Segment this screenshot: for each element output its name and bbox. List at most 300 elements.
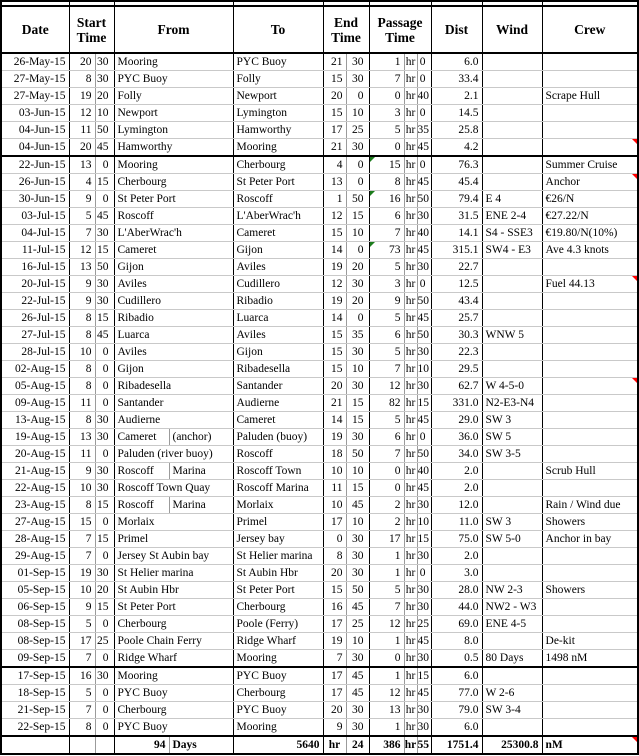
cell-to[interactable]: Newport (233, 88, 323, 105)
cell-passage-hours[interactable]: 1 (369, 548, 404, 565)
cell-wind[interactable] (482, 463, 542, 480)
cell-end-mm[interactable]: 50 (346, 191, 369, 208)
cell-from-detail[interactable]: Marina (169, 497, 233, 514)
cell-start-mm[interactable]: 0 (95, 446, 114, 463)
header-from[interactable]: From (114, 6, 233, 53)
cell-crew[interactable]: Scrape Hull (542, 88, 638, 105)
cell-crew[interactable] (542, 685, 638, 702)
cell-to[interactable]: Aviles (233, 327, 323, 344)
cell-wind[interactable] (482, 174, 542, 191)
cell-start-mm[interactable]: 45 (95, 208, 114, 225)
cell-passage-hours[interactable]: 6 (369, 429, 404, 446)
cell-start-mm[interactable]: 15 (95, 242, 114, 259)
cell-passage-hours[interactable]: 13 (369, 702, 404, 719)
cell-from[interactable]: PYC Buoy (114, 685, 233, 702)
cell-dist[interactable]: 331.0 (431, 395, 482, 412)
cell-end-hh[interactable]: 12 (323, 276, 346, 293)
header-to[interactable]: To (233, 6, 323, 53)
cell-dist[interactable]: 62.7 (431, 378, 482, 395)
cell-crew[interactable] (542, 139, 638, 157)
cell-crew[interactable]: Summer Cruise (542, 156, 638, 174)
cell-passage-hours[interactable]: 1 (369, 53, 404, 71)
cell-wind[interactable] (482, 122, 542, 139)
cell-dist[interactable]: 11.0 (431, 514, 482, 531)
cell-passage-hours[interactable]: 3 (369, 276, 404, 293)
cell-start-mm[interactable]: 0 (95, 514, 114, 531)
cell-dist[interactable]: 44.0 (431, 599, 482, 616)
cell-start-mm[interactable]: 25 (95, 633, 114, 650)
cell-end-hh[interactable]: 17 (323, 514, 346, 531)
cell-end-hh[interactable]: 8 (323, 548, 346, 565)
cell-wind[interactable] (482, 105, 542, 122)
cell-passage-hr-label[interactable]: hr (404, 105, 417, 122)
cell-from[interactable]: Hamworthy (114, 139, 233, 157)
cell-start-hh[interactable]: 5 (69, 685, 95, 702)
cell-wind[interactable] (482, 310, 542, 327)
totals-total-dist-cell[interactable]: 25300.8 (482, 736, 542, 754)
cell-crew[interactable] (542, 293, 638, 310)
cell-passage-min[interactable]: 30 (417, 497, 431, 514)
cell-passage-hours[interactable]: 2 (369, 514, 404, 531)
cell-dist[interactable]: 69.0 (431, 616, 482, 633)
cell-start-mm[interactable]: 0 (95, 361, 114, 378)
cell-wind[interactable]: SW 5-0 (482, 531, 542, 548)
cell-crew[interactable]: Anchor in bay (542, 531, 638, 548)
cell-crew[interactable] (542, 599, 638, 616)
cell-start-hh[interactable]: 9 (69, 463, 95, 480)
cell-crew[interactable]: 1498 nM (542, 650, 638, 668)
cell-from[interactable]: Poole Chain Ferry (114, 633, 233, 650)
cell-passage-hr-label[interactable]: hr (404, 88, 417, 105)
cell-to[interactable]: Aviles (233, 259, 323, 276)
header-dist[interactable]: Dist (431, 6, 482, 53)
cell-dist[interactable]: 36.0 (431, 429, 482, 446)
cell-start-hh[interactable]: 8 (69, 71, 95, 88)
cell-wind[interactable]: NW 2-3 (482, 582, 542, 599)
cell-end-hh[interactable]: 17 (323, 667, 346, 685)
cell-passage-min[interactable]: 40 (417, 225, 431, 242)
cell-from[interactable]: Mooring (114, 667, 233, 685)
cell-crew[interactable] (542, 395, 638, 412)
cell-passage-min[interactable]: 30 (417, 208, 431, 225)
cell-to[interactable]: St Peter Port (233, 174, 323, 191)
cell-dist[interactable]: 29.0 (431, 412, 482, 429)
cell-crew[interactable] (542, 378, 638, 395)
cell-start-mm[interactable]: 15 (95, 599, 114, 616)
cell-end-mm[interactable]: 0 (346, 242, 369, 259)
header-start-time[interactable]: Start Time (69, 6, 114, 53)
cell-start-hh[interactable]: 8 (69, 378, 95, 395)
cell-crew[interactable] (542, 565, 638, 582)
cell-wind[interactable] (482, 565, 542, 582)
cell-passage-hours[interactable]: 0 (369, 88, 404, 105)
cell-passage-min[interactable]: 50 (417, 191, 431, 208)
cell-end-mm[interactable]: 45 (346, 667, 369, 685)
cell-date[interactable]: 26-May-15 (1, 53, 69, 71)
cell-passage-min[interactable]: 0 (417, 53, 431, 71)
cell-from[interactable]: Luarca (114, 327, 233, 344)
cell-passage-hr-label[interactable]: hr (404, 208, 417, 225)
cell-end-mm[interactable]: 25 (346, 616, 369, 633)
cell-end-hh[interactable]: 13 (323, 174, 346, 191)
cell-date[interactable]: 27-May-15 (1, 88, 69, 105)
cell-passage-min[interactable]: 50 (417, 327, 431, 344)
cell-date[interactable]: 28-Jul-15 (1, 344, 69, 361)
cell-crew[interactable] (542, 702, 638, 719)
cell-start-hh[interactable]: 4 (69, 174, 95, 191)
cell-end-hh[interactable]: 11 (323, 480, 346, 497)
cell-to[interactable]: Cherbourg (233, 599, 323, 616)
cell-from[interactable]: Santander (114, 395, 233, 412)
cell-start-hh[interactable]: 13 (69, 429, 95, 446)
cell-dist[interactable]: 2.0 (431, 548, 482, 565)
cell-passage-hours[interactable]: 5 (369, 259, 404, 276)
cell-start-hh[interactable]: 8 (69, 412, 95, 429)
cell-dist[interactable]: 34.0 (431, 446, 482, 463)
cell-passage-hr-label[interactable]: hr (404, 429, 417, 446)
cell-passage-hr-label[interactable]: hr (404, 616, 417, 633)
cell-start-mm[interactable]: 30 (95, 565, 114, 582)
cell-passage-hours[interactable]: 7 (369, 225, 404, 242)
cell-passage-hr-label[interactable]: hr (404, 633, 417, 650)
cell-passage-hr-label[interactable]: hr (404, 446, 417, 463)
cell-start-hh[interactable]: 9 (69, 191, 95, 208)
cell-passage-hours[interactable]: 7 (369, 599, 404, 616)
cell-start-mm[interactable]: 30 (95, 429, 114, 446)
cell-dist[interactable]: 3.0 (431, 565, 482, 582)
cell-to[interactable]: Paluden (buoy) (233, 429, 323, 446)
cell-passage-min[interactable]: 10 (417, 514, 431, 531)
cell-end-hh[interactable]: 20 (323, 88, 346, 105)
cell-dist[interactable]: 79.4 (431, 191, 482, 208)
cell-wind[interactable]: W 2-6 (482, 685, 542, 702)
cell-wind[interactable] (482, 548, 542, 565)
cell-crew[interactable] (542, 53, 638, 71)
cell-start-mm[interactable]: 45 (95, 327, 114, 344)
cell-start-hh[interactable]: 9 (69, 293, 95, 310)
cell-end-hh[interactable]: 20 (323, 378, 346, 395)
cell-passage-hours[interactable]: 7 (369, 361, 404, 378)
cell-date[interactable]: 09-Aug-15 (1, 395, 69, 412)
totals-passage-hours-cell[interactable]: 386 (369, 736, 404, 754)
cell-passage-hours[interactable]: 2 (369, 497, 404, 514)
cell-passage-hours[interactable]: 7 (369, 446, 404, 463)
cell-date[interactable]: 23-Aug-15 (1, 497, 69, 514)
cell-from[interactable]: Roscoff (114, 208, 233, 225)
cell-end-hh[interactable]: 19 (323, 259, 346, 276)
cell-end-mm[interactable]: 0 (346, 88, 369, 105)
cell-start-mm[interactable]: 0 (95, 191, 114, 208)
cell-to[interactable]: Roscoff (233, 446, 323, 463)
cell-date[interactable]: 30-Jun-15 (1, 191, 69, 208)
cell-date[interactable]: 20-Aug-15 (1, 446, 69, 463)
cell-end-hh[interactable]: 9 (323, 719, 346, 737)
cell-dist[interactable]: 0.5 (431, 650, 482, 668)
cell-start-hh[interactable]: 11 (69, 446, 95, 463)
cell-wind[interactable]: N2-E3-N4 (482, 395, 542, 412)
cell-start-mm[interactable]: 30 (95, 53, 114, 71)
cell-passage-hr-label[interactable]: hr (404, 139, 417, 157)
cell-passage-hours[interactable]: 5 (369, 582, 404, 599)
cell-date[interactable]: 21-Aug-15 (1, 463, 69, 480)
cell-passage-hr-label[interactable]: hr (404, 71, 417, 88)
cell-crew[interactable] (542, 446, 638, 463)
cell-to[interactable]: Cherbourg (233, 685, 323, 702)
cell-end-hh[interactable]: 15 (323, 71, 346, 88)
cell-passage-hr-label[interactable]: hr (404, 395, 417, 412)
cell-passage-hours[interactable]: 16 (369, 191, 404, 208)
cell-passage-hours[interactable]: 12 (369, 378, 404, 395)
cell-passage-hours[interactable]: 17 (369, 531, 404, 548)
cell-end-mm[interactable]: 30 (346, 429, 369, 446)
cell-dist[interactable]: 6.0 (431, 53, 482, 71)
cell-wind[interactable]: SW 3 (482, 412, 542, 429)
cell-wind[interactable]: SW4 - E3 (482, 242, 542, 259)
cell-wind[interactable] (482, 53, 542, 71)
cell-passage-min[interactable]: 30 (417, 719, 431, 737)
cell-passage-hr-label[interactable]: hr (404, 514, 417, 531)
totals-passage-min-cell[interactable]: 55 (417, 736, 431, 754)
cell-dist[interactable]: 31.5 (431, 208, 482, 225)
cell-end-hh[interactable]: 14 (323, 412, 346, 429)
cell-from-detail[interactable]: (anchor) (169, 429, 233, 446)
totals-days-label-cell[interactable]: Days (169, 736, 233, 754)
cell-dist[interactable]: 43.4 (431, 293, 482, 310)
cell-start-hh[interactable]: 8 (69, 310, 95, 327)
cell-end-mm[interactable]: 20 (346, 259, 369, 276)
cell-end-hh[interactable]: 20 (323, 702, 346, 719)
cell-start-mm[interactable]: 0 (95, 548, 114, 565)
cell-crew[interactable] (542, 361, 638, 378)
cell-date[interactable]: 03-Jul-15 (1, 208, 69, 225)
cell-to[interactable]: Cameret (233, 225, 323, 242)
cell-start-hh[interactable]: 5 (69, 616, 95, 633)
cell-passage-min[interactable]: 0 (417, 71, 431, 88)
cell-dist[interactable]: 45.4 (431, 174, 482, 191)
cell-start-mm[interactable]: 30 (95, 71, 114, 88)
cell-to[interactable]: Luarca (233, 310, 323, 327)
cell-to[interactable]: St Peter Port (233, 582, 323, 599)
cell-start-hh[interactable]: 19 (69, 565, 95, 582)
cell-start-hh[interactable]: 11 (69, 395, 95, 412)
cell-dist[interactable]: 6.0 (431, 719, 482, 737)
cell-passage-hours[interactable]: 15 (369, 156, 404, 174)
cell-to[interactable]: Lymington (233, 105, 323, 122)
cell-from[interactable]: Cameret (114, 242, 233, 259)
cell-to[interactable]: Ridge Wharf (233, 633, 323, 650)
cell-end-hh[interactable]: 19 (323, 633, 346, 650)
cell-from[interactable]: L'AberWrac'h (114, 225, 233, 242)
cell-date[interactable]: 01-Sep-15 (1, 565, 69, 582)
cell-dist[interactable]: 33.4 (431, 71, 482, 88)
cell-crew[interactable] (542, 616, 638, 633)
cell-passage-min[interactable]: 45 (417, 412, 431, 429)
cell-start-mm[interactable]: 15 (95, 174, 114, 191)
cell-to[interactable]: Audierne (233, 395, 323, 412)
cell-crew[interactable]: Scrub Hull (542, 463, 638, 480)
cell-to[interactable]: Ribadio (233, 293, 323, 310)
cell-crew[interactable]: Fuel 44.13 (542, 276, 638, 293)
cell-end-hh[interactable]: 7 (323, 650, 346, 668)
cell-from[interactable]: St Peter Port (114, 191, 233, 208)
header-wind[interactable]: Wind (482, 6, 542, 53)
cell-end-mm[interactable]: 15 (346, 208, 369, 225)
cell-from[interactable]: St Peter Port (114, 599, 233, 616)
cell-to[interactable]: Cherbourg (233, 156, 323, 174)
cell-end-hh[interactable]: 17 (323, 685, 346, 702)
cell-date[interactable]: 11-Jul-15 (1, 242, 69, 259)
cell-wind[interactable]: E 4 (482, 191, 542, 208)
cell-dist[interactable]: 22.3 (431, 344, 482, 361)
cell-start-hh[interactable]: 7 (69, 548, 95, 565)
cell-to[interactable]: Cameret (233, 412, 323, 429)
cell-wind[interactable] (482, 480, 542, 497)
cell-start-mm[interactable]: 0 (95, 156, 114, 174)
cell-passage-hours[interactable]: 3 (369, 105, 404, 122)
cell-passage-hours[interactable]: 8 (369, 174, 404, 191)
cell-end-mm[interactable]: 50 (346, 446, 369, 463)
cell-start-mm[interactable]: 30 (95, 480, 114, 497)
header-end-time[interactable]: End Time (323, 6, 369, 53)
cell-wind[interactable]: W 4-5-0 (482, 378, 542, 395)
totals-hours-cell[interactable]: 5640 (233, 736, 323, 754)
cell-start-hh[interactable]: 9 (69, 276, 95, 293)
cell-from[interactable]: Roscoff (114, 497, 169, 514)
cell-passage-min[interactable]: 10 (417, 361, 431, 378)
totals-date-cell[interactable] (1, 736, 69, 754)
cell-start-hh[interactable]: 8 (69, 361, 95, 378)
cell-from[interactable]: Gijon (114, 361, 233, 378)
cell-wind[interactable] (482, 71, 542, 88)
cell-start-hh[interactable]: 20 (69, 139, 95, 157)
cell-start-hh[interactable]: 12 (69, 105, 95, 122)
cell-wind[interactable]: 80 Days (482, 650, 542, 668)
cell-dist[interactable]: 8.0 (431, 633, 482, 650)
cell-start-mm[interactable]: 0 (95, 378, 114, 395)
header-date[interactable]: Date (1, 6, 69, 53)
cell-wind[interactable]: WNW 5 (482, 327, 542, 344)
cell-crew[interactable] (542, 429, 638, 446)
cell-passage-hours[interactable]: 1 (369, 565, 404, 582)
cell-from[interactable]: PYC Buoy (114, 71, 233, 88)
cell-passage-hours[interactable]: 6 (369, 208, 404, 225)
cell-end-mm[interactable]: 15 (346, 412, 369, 429)
cell-end-mm[interactable]: 50 (346, 582, 369, 599)
cell-crew[interactable]: €19.80/N(10%) (542, 225, 638, 242)
cell-dist[interactable]: 2.0 (431, 463, 482, 480)
cell-passage-hr-label[interactable]: hr (404, 310, 417, 327)
cell-end-mm[interactable]: 0 (346, 174, 369, 191)
cell-end-hh[interactable]: 15 (323, 105, 346, 122)
cell-from[interactable]: Cherbourg (114, 174, 233, 191)
cell-end-mm[interactable]: 15 (346, 480, 369, 497)
cell-end-mm[interactable]: 35 (346, 327, 369, 344)
cell-end-hh[interactable]: 10 (323, 497, 346, 514)
cell-dist[interactable]: 6.0 (431, 667, 482, 685)
cell-wind[interactable] (482, 719, 542, 737)
cell-dist[interactable]: 79.0 (431, 702, 482, 719)
cell-crew[interactable] (542, 327, 638, 344)
cell-passage-hours[interactable]: 6 (369, 327, 404, 344)
cell-date[interactable]: 27-Jul-15 (1, 327, 69, 344)
cell-passage-hours[interactable]: 82 (369, 395, 404, 412)
cell-passage-min[interactable]: 30 (417, 259, 431, 276)
cell-date[interactable]: 26-Jun-15 (1, 174, 69, 191)
cell-start-mm[interactable]: 20 (95, 582, 114, 599)
cell-passage-min[interactable]: 40 (417, 463, 431, 480)
cell-end-mm[interactable]: 10 (346, 105, 369, 122)
cell-end-hh[interactable]: 19 (323, 429, 346, 446)
cell-crew[interactable] (542, 344, 638, 361)
cell-passage-min[interactable]: 45 (417, 139, 431, 157)
cell-passage-hr-label[interactable]: hr (404, 685, 417, 702)
cell-passage-min[interactable]: 15 (417, 395, 431, 412)
cell-from[interactable]: Ribadesella (114, 378, 233, 395)
cell-date[interactable]: 06-Sep-15 (1, 599, 69, 616)
cell-to[interactable]: Roscoff Marina (233, 480, 323, 497)
cell-start-mm[interactable]: 0 (95, 616, 114, 633)
cell-to[interactable]: St Aubin Hbr (233, 565, 323, 582)
cell-passage-hr-label[interactable]: hr (404, 565, 417, 582)
cell-start-hh[interactable]: 8 (69, 719, 95, 737)
cell-to[interactable]: Mooring (233, 139, 323, 157)
cell-wind[interactable] (482, 156, 542, 174)
cell-passage-hr-label[interactable]: hr (404, 719, 417, 737)
cell-passage-min[interactable]: 25 (417, 616, 431, 633)
cell-start-mm[interactable]: 15 (95, 310, 114, 327)
cell-passage-hr-label[interactable]: hr (404, 344, 417, 361)
cell-passage-min[interactable]: 0 (417, 156, 431, 174)
cell-end-hh[interactable]: 0 (323, 531, 346, 548)
cell-passage-hours[interactable]: 1 (369, 719, 404, 737)
cell-from[interactable]: Roscoff (114, 463, 169, 480)
cell-passage-hr-label[interactable]: hr (404, 361, 417, 378)
cell-wind[interactable]: SW 5 (482, 429, 542, 446)
cell-start-hh[interactable]: 7 (69, 702, 95, 719)
cell-from[interactable]: St Helier marina (114, 565, 233, 582)
cell-start-mm[interactable]: 30 (95, 667, 114, 685)
cell-passage-hr-label[interactable]: hr (404, 156, 417, 174)
cell-date[interactable]: 04-Jun-15 (1, 139, 69, 157)
cell-passage-hours[interactable]: 0 (369, 480, 404, 497)
cell-from[interactable]: Cudillero (114, 293, 233, 310)
cell-passage-min[interactable]: 45 (417, 685, 431, 702)
cell-passage-hr-label[interactable]: hr (404, 702, 417, 719)
cell-date[interactable]: 13-Aug-15 (1, 412, 69, 429)
cell-passage-hr-label[interactable]: hr (404, 242, 417, 259)
cell-to[interactable]: Roscoff (233, 191, 323, 208)
cell-crew[interactable]: De-kit (542, 633, 638, 650)
cell-start-mm[interactable]: 0 (95, 702, 114, 719)
totals-start-mm-cell[interactable] (95, 736, 114, 754)
cell-end-mm[interactable]: 10 (346, 633, 369, 650)
cell-passage-hr-label[interactable]: hr (404, 53, 417, 71)
cell-end-hh[interactable]: 12 (323, 208, 346, 225)
cell-end-hh[interactable]: 10 (323, 463, 346, 480)
cell-start-hh[interactable]: 9 (69, 599, 95, 616)
cell-end-mm[interactable]: 30 (346, 719, 369, 737)
cell-dist[interactable]: 75.0 (431, 531, 482, 548)
cell-date[interactable]: 20-Jul-15 (1, 276, 69, 293)
cell-to[interactable]: Mooring (233, 650, 323, 668)
cell-passage-min[interactable]: 0 (417, 105, 431, 122)
cell-passage-min[interactable]: 30 (417, 702, 431, 719)
cell-passage-hr-label[interactable]: hr (404, 259, 417, 276)
cell-start-mm[interactable]: 10 (95, 105, 114, 122)
cell-crew[interactable]: Showers (542, 514, 638, 531)
cell-date[interactable]: 05-Sep-15 (1, 582, 69, 599)
cell-passage-min[interactable]: 35 (417, 122, 431, 139)
